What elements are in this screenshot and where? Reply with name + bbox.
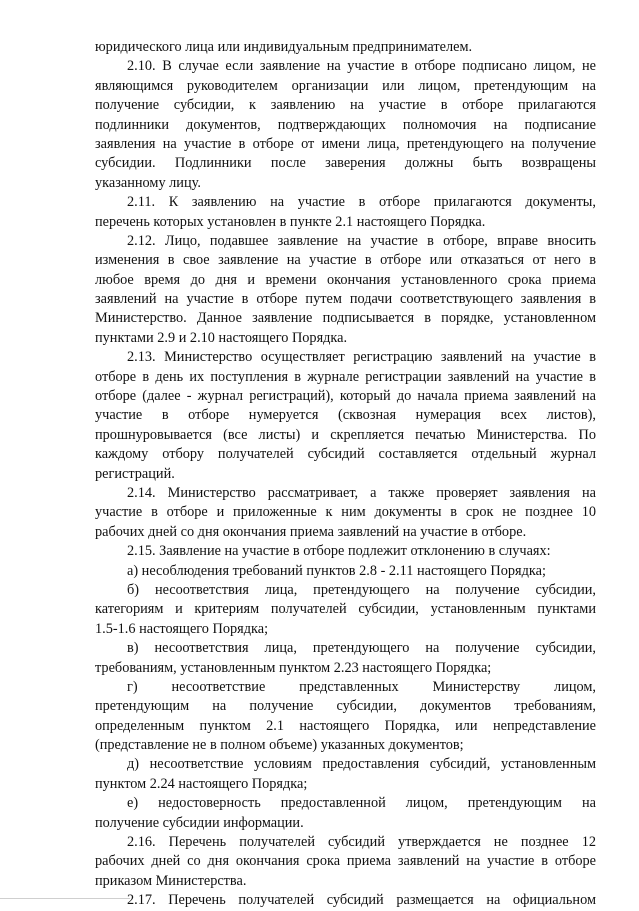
text-line: 2.17. Перечень получателей субсидий размещается на официальном (127, 892, 596, 909)
text-line: 2.10. В случае если заявление на участие в отборе подписано лицом, не (127, 58, 596, 75)
text-line: определенным пунктом 2.1 настоящего Порядка, или непредставление (95, 717, 596, 734)
text-line: 2.12. Лицо, подавшее заявление на участие в отборе, вправе вносить (127, 232, 596, 249)
text-line: претендующим на получение субсидии, документов требованиям, (95, 698, 596, 715)
text-line: отборе в день их поступления в журнале регистрации заявлений на участие в (95, 368, 596, 385)
text-line: 2.16. Перечень получателей субсидий утверждается не позднее 12 (127, 834, 596, 851)
text-line: юридического лица или индивидуальным предпринимателем. (95, 39, 473, 55)
text-line: заявления на участие в отборе от имени лица, претендующего на получение (95, 135, 596, 152)
text-line: участие в отборе и приложенные к ним документы в срок не позднее 10 (95, 504, 596, 521)
text-line: подлинники документов, подтверждающих полномочия на подписание (95, 116, 596, 133)
text-line: д) несоответствие условиям предоставления субсидий, установленным (127, 756, 596, 773)
text-line: указанному лицу. (95, 174, 201, 191)
text-line: Министерство. Данное заявление подписывается в порядке, установленном (95, 310, 596, 327)
text-line: регистраций. (95, 465, 175, 482)
text-line: категориям и критериям получателей субсидии, установленным пунктами (95, 601, 596, 618)
text-line: 2.14. Министерство рассматривает, а также проверяет заявления на (127, 484, 596, 501)
document-body (95, 38, 596, 911)
text-line: изменения в свое заявление на участие в отборе или отказаться от него в (95, 252, 596, 269)
text-line: являющимся руководителем организации или лицом, претендующим на (95, 77, 596, 94)
text-line: пунктами 2.9 и 2.10 настоящего Порядка. (95, 329, 348, 346)
text-line: любое время до дня и времени окончания установленного срока приема (95, 271, 596, 288)
text-line: рабочих дней со дня окончания срока приема заявлений на участие в отборе (95, 853, 596, 870)
text-line: получение субсидии, к заявлению на участие в отборе прилагаются (95, 97, 596, 114)
text-line: отборе (далее - журнал регистраций), который до начала приема заявлений на (95, 388, 596, 405)
footer-rule (0, 898, 130, 899)
text-line: пунктом 2.24 настоящего Порядка; (95, 775, 308, 792)
text-line: 2.11. К заявлению на участие в отборе прилагаются документы, (127, 194, 596, 211)
text-line: требованиям, установленным пунктом 2.23 настоящего Порядка; (95, 659, 492, 676)
text-line: заявлений на участие в отборе путем подачи соответствующего заявления в (95, 291, 596, 308)
text-line: прошнуровывается (все листы) и скрепляется печатью Министерства. По (95, 426, 596, 443)
text-line: 2.13. Министерство осуществляет регистрацию заявлений на участие в (127, 349, 596, 366)
text-line: субсидии. Подлинники после заверения должны быть возвращены (95, 155, 596, 172)
text-line: приказом Министерства. (95, 872, 247, 889)
text-line: рабочих дней со дня окончания приема заявлений на участие в отборе. (95, 523, 527, 540)
text-line: перечень которых установлен в пункте 2.1 настоящего Порядка. (95, 213, 486, 230)
text-line: а) несоблюдения требований пунктов 2.8 - 2.11 настоящего Порядка; (127, 562, 546, 579)
text-line: б) несоответствия лица, претендующего на получение субсидии, (127, 581, 596, 598)
text-line: (представление не в полном объеме) указанных документов; (95, 737, 464, 754)
text-line: каждому отбору получателей субсидий составляется отдельный журнал (95, 446, 596, 463)
text-line: получение субсидии информации. (95, 814, 304, 831)
text-line: е) недостоверность предоставленной лицом, претендующим на (127, 795, 596, 812)
text-line: участие в отборе нумеруется (сквозная нумерация всех листов), (95, 407, 596, 424)
text-line: 2.15. Заявление на участие в отборе подлежит отклонению в случаях: (127, 543, 551, 560)
text-line: г) несоответствие представленных Министерству лицом, (127, 678, 596, 695)
text-line: в) несоответствия лица, претендующего на получение субсидии, (127, 640, 596, 657)
text-line: 1.5-1.6 настоящего Порядка; (95, 620, 269, 637)
